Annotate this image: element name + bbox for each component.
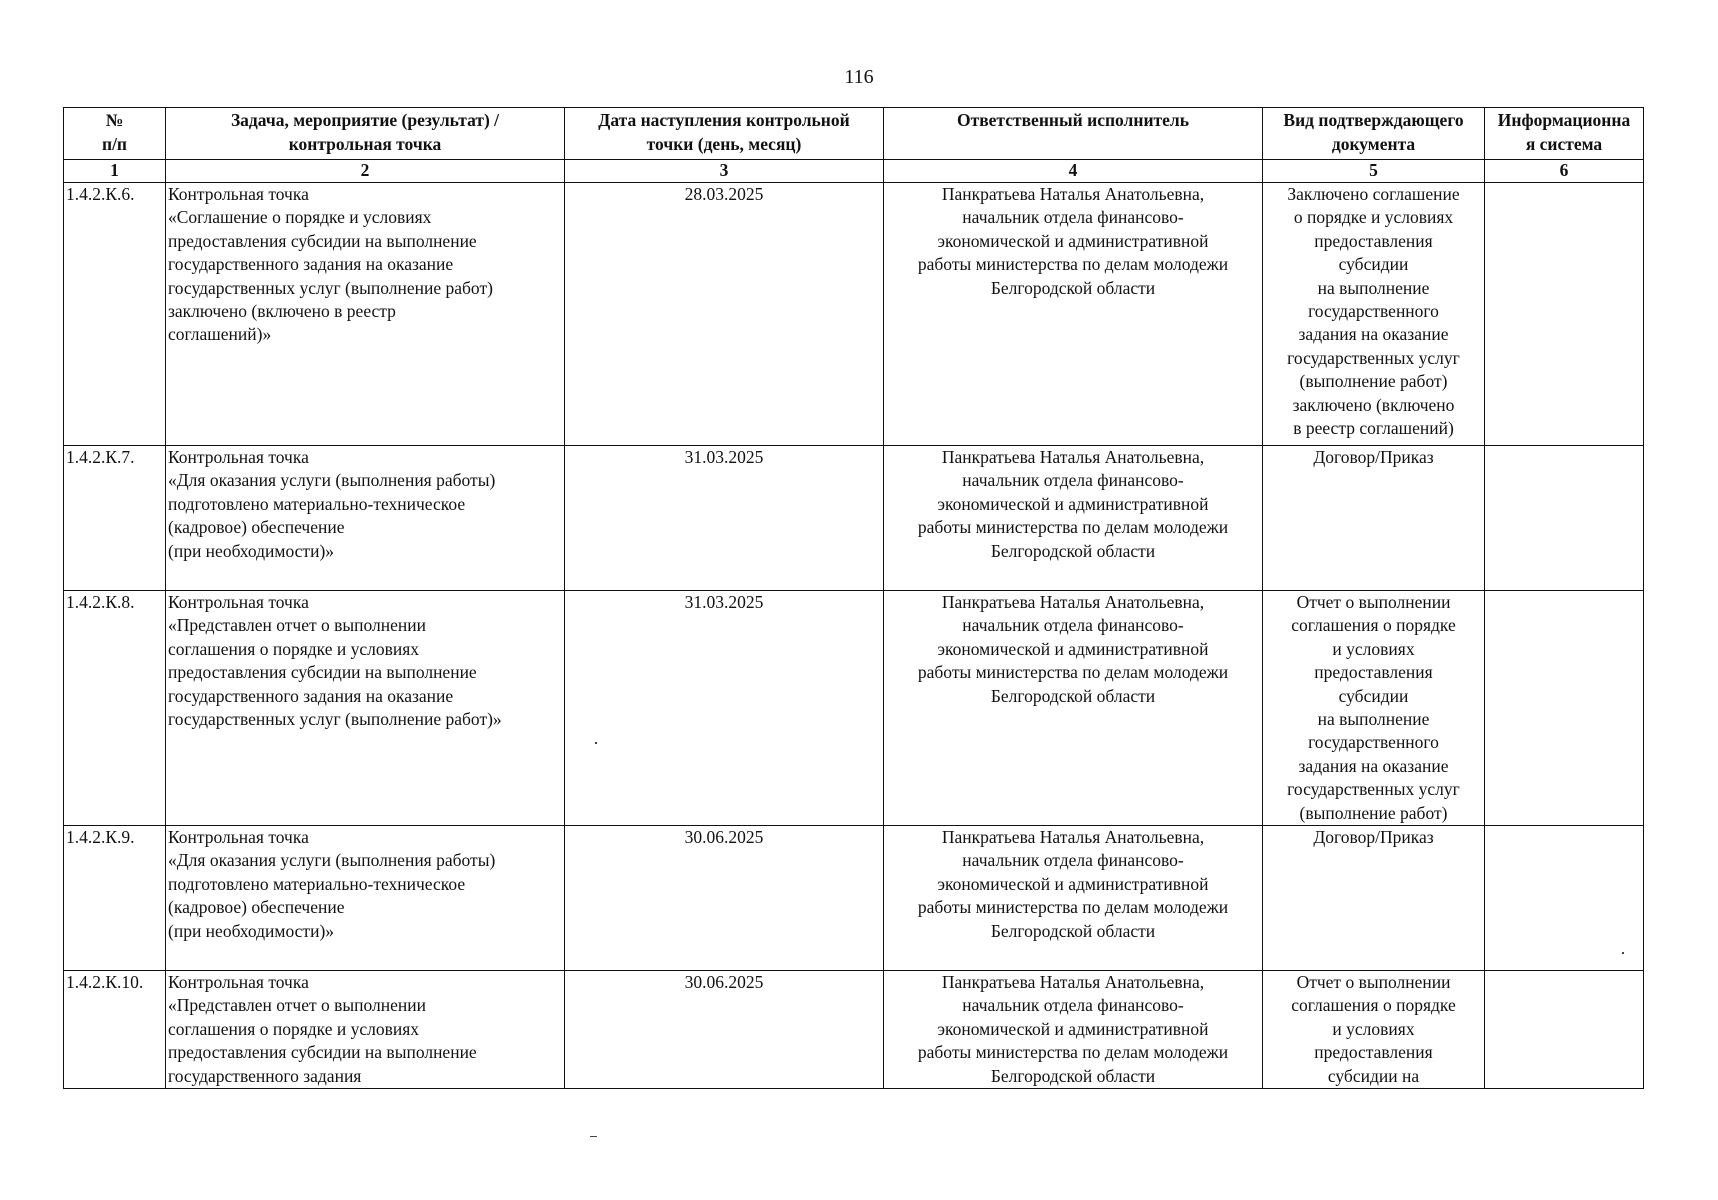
task-cell: Контрольная точка «Представлен отчет о выполнении соглашения о порядке и условиях предоставления субсидии на выполнение государственного задания [166,971,565,1089]
column-number-row [64,160,1644,183]
responsible-cell: Панкратьева Наталья Анатольевна, начальник отдела финансово- экономической и административной работы министерства по делам молодежи Белгородской области [884,971,1263,1089]
task-cell: Контрольная точка «Соглашение о порядке и условиях предоставления субсидии на выполнение государственного задания на оказание государственных услуг (выполнение работ) заключено (включено в реестр соглашений)» [166,183,565,446]
table-row [64,183,1644,446]
system-cell [1485,591,1644,826]
scan-speck [590,1136,597,1137]
page-number: 116 [844,66,874,88]
responsible-cell: Панкратьева Наталья Анатольевна, начальник отдела финансово- экономической и административной работы министерства по делам молодежи Белгородской области [884,446,1263,591]
header-task: Задача, мероприятие (результат) / контрольная точка [166,108,565,160]
date-cell: 30.06.2025 [565,971,884,1089]
responsible-cell: Панкратьева Наталья Анатольевна, начальник отдела финансово- экономической и административной работы министерства по делам молодежи Белгородской области [884,183,1263,446]
control-points-table [63,107,1644,1089]
document-cell: Договор/Приказ [1263,446,1485,591]
row-number: 1.4.2.К.10. [64,971,166,1089]
date-cell: 28.03.2025 [565,183,884,446]
document-cell: Отчет о выполнении соглашения о порядке и условиях предоставления субсидии на выполнение государственного задания на оказание государственных услуг (выполнение работ) [1263,591,1485,826]
header-date: Дата наступления контрольной точки (день, месяц) [565,108,884,160]
scan-speck [595,742,597,744]
document-cell: Отчет о выполнении соглашения о порядке и условиях предоставления субсидии на [1263,971,1485,1089]
row-number: 1.4.2.К.8. [64,591,166,826]
column-number: 2 [166,160,565,183]
header-responsible: Ответственный исполнитель [884,108,1263,160]
header-number: № п/п [64,108,166,160]
document-cell: Договор/Приказ [1263,826,1485,971]
row-number: 1.4.2.К.9. [64,826,166,971]
table-row [64,446,1644,591]
row-number: 1.4.2.К.7. [64,446,166,591]
column-number: 1 [64,160,166,183]
date-cell: 31.03.2025 [565,591,884,826]
responsible-cell: Панкратьева Наталья Анатольевна, начальник отдела финансово- экономической и административной работы министерства по делам молодежи Белгородской области [884,591,1263,826]
table-row [64,971,1644,1089]
responsible-cell: Панкратьева Наталья Анатольевна, начальник отдела финансово- экономической и административной работы министерства по делам молодежи Белгородской области [884,826,1263,971]
table-row [64,591,1644,826]
task-cell: Контрольная точка «Представлен отчет о выполнении соглашения о порядке и условиях предоставления субсидии на выполнение государственного задания на оказание государственных услуг (выполнение работ)» [166,591,565,826]
column-number: 4 [884,160,1263,183]
system-cell [1485,826,1644,971]
system-cell [1485,183,1644,446]
system-cell [1485,971,1644,1089]
column-number: 6 [1485,160,1644,183]
column-number: 5 [1263,160,1485,183]
column-number: 3 [565,160,884,183]
scan-speck [1622,952,1624,954]
header-row [64,108,1644,160]
document-cell: Заключено соглашение о порядке и условиях предоставления субсидии на выполнение государственного задания на оказание государственных услуг (выполнение работ) заключено (включено в реестр соглашений) [1263,183,1485,446]
header-document: Вид подтверждающего документа [1263,108,1485,160]
table-row [64,826,1644,971]
system-cell [1485,446,1644,591]
date-cell: 31.03.2025 [565,446,884,591]
task-cell: Контрольная точка «Для оказания услуги (выполнения работы) подготовлено материально-техническое (кадровое) обеспечение (при необходимости)» [166,446,565,591]
header-system: Информационна я система [1485,108,1644,160]
row-number: 1.4.2.К.6. [64,183,166,446]
task-cell: Контрольная точка «Для оказания услуги (выполнения работы) подготовлено материально-техническое (кадровое) обеспечение (при необходимости)» [166,826,565,971]
date-cell: 30.06.2025 [565,826,884,971]
